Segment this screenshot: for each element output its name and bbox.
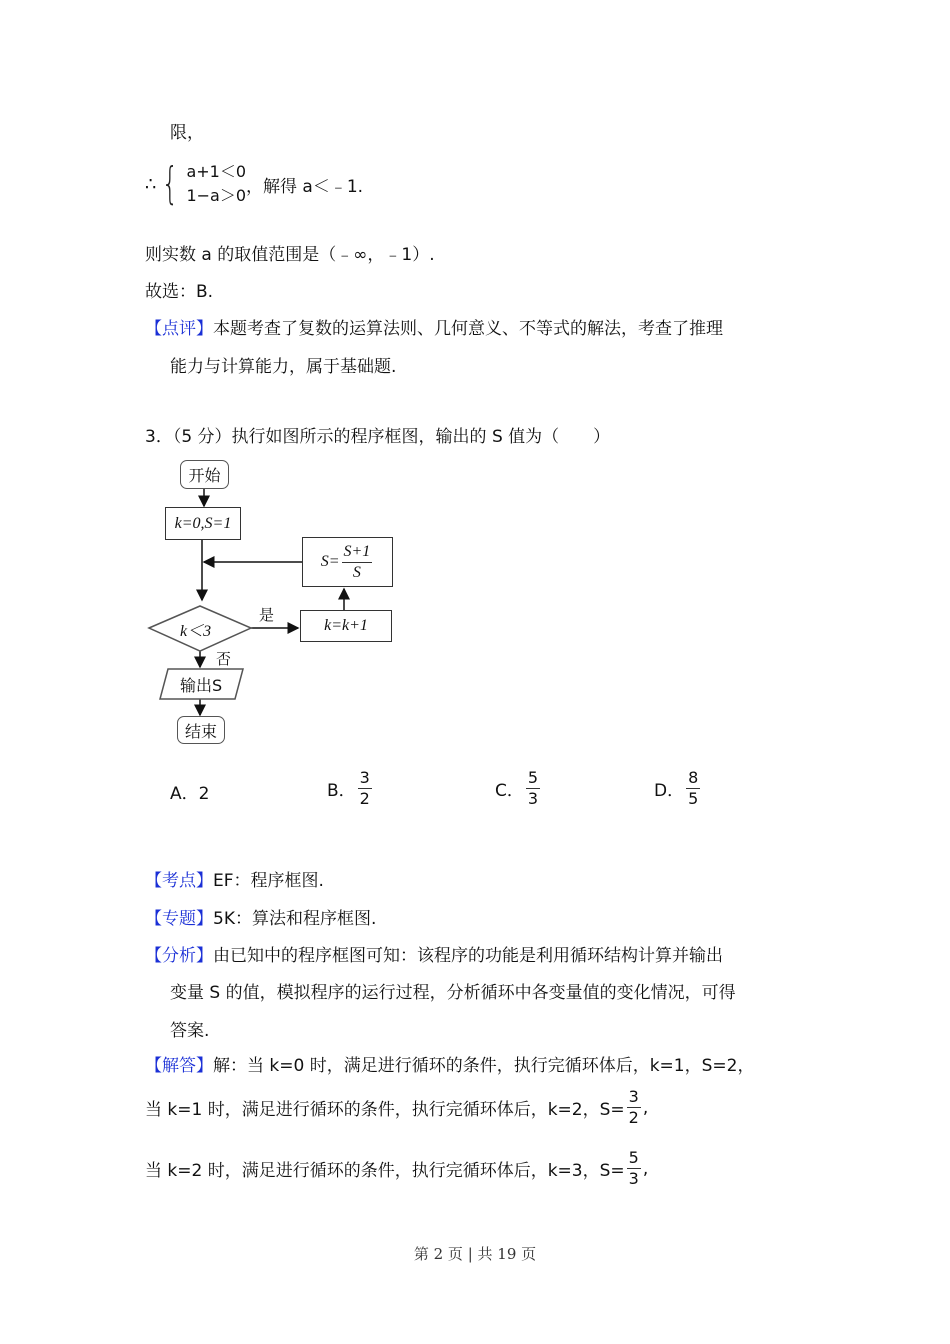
update-s-numerator: S+1 xyxy=(342,544,373,563)
option-b-fraction xyxy=(358,770,372,807)
zhuanti-line xyxy=(145,904,376,929)
option-a-value: 2 xyxy=(198,784,210,804)
zhuanti-text: 5K：算法和程序框图. xyxy=(213,909,377,929)
yes-label: 是 xyxy=(259,606,275,624)
jieda-fraction-3-numerator: 5 xyxy=(628,1148,639,1167)
inequality-2: 1−a＞0 xyxy=(186,186,247,205)
fenxi-line-3: 答案. xyxy=(170,1021,210,1041)
fenxi-text-1: 由已知中的程序框图可知：该程序的功能是利用循环结构计算并输出 xyxy=(213,946,723,966)
option-d-denominator: 5 xyxy=(688,789,699,808)
option-b-letter: B． xyxy=(327,781,356,801)
option-d-numerator: 8 xyxy=(688,768,699,787)
solve-text: ，解得 a＜﹣1. xyxy=(246,176,364,197)
jieda-fraction-3-denominator: 3 xyxy=(628,1169,639,1188)
kaodian-text: EF：程序框图. xyxy=(213,871,324,891)
jieda-line-2 xyxy=(145,1089,648,1126)
jieda-fraction-2-denominator: 2 xyxy=(628,1108,639,1127)
option-b-numerator: 3 xyxy=(359,768,370,787)
range-text: 则实数 a 的取值范围是（﹣∞，﹣1）. xyxy=(145,245,435,265)
jieda-text-2: 当 k=1 时，满足进行循环的条件，执行完循环体后，k=2，S= xyxy=(145,1100,625,1120)
comma: , xyxy=(642,1158,649,1179)
option-c-denominator: 3 xyxy=(527,789,539,808)
fenxi-label: 【分析】 xyxy=(145,946,213,966)
question-stem: 3．（5 分）执行如图所示的程序框图，输出的 S 值为（ ） xyxy=(145,427,611,447)
option-d-letter: D． xyxy=(654,781,685,801)
output-text: 输出S xyxy=(180,676,223,695)
therefore-symbol: ∴ xyxy=(145,173,157,195)
flowchart-init xyxy=(165,507,241,540)
jieda-label: 【解答】 xyxy=(145,1056,213,1076)
jieda-fraction-2 xyxy=(627,1089,641,1126)
jieda-fraction-2-numerator: 3 xyxy=(628,1087,639,1106)
review-label: 【点评】 xyxy=(145,319,213,339)
answer-choice: 故选：B. xyxy=(145,282,214,302)
option-a-letter: A． xyxy=(170,784,199,804)
flowchart-start: 开始 xyxy=(180,460,229,489)
flowchart-update-s xyxy=(302,537,393,587)
jieda-text-3: 当 k=2 时，满足进行循环的条件，执行完循环体后，k=3，S= xyxy=(145,1161,625,1181)
kaodian-label: 【考点】 xyxy=(145,871,213,891)
option-a[interactable] xyxy=(170,779,209,804)
option-b[interactable] xyxy=(327,770,374,807)
zhuanti-label: 【专题】 xyxy=(145,909,213,929)
condition-text: k＜3 xyxy=(180,623,212,640)
inequality-1: a+1＜0 xyxy=(186,162,247,181)
continued-text: 限， xyxy=(170,123,204,143)
option-c-numerator: 5 xyxy=(527,768,539,787)
flowchart-end: 结束 xyxy=(177,716,225,744)
fenxi-line-1 xyxy=(145,941,723,966)
option-c-fraction xyxy=(526,770,540,807)
jieda-line-1 xyxy=(145,1051,754,1076)
flowchart-increment xyxy=(300,610,392,642)
option-d-fraction xyxy=(686,770,700,807)
option-d[interactable] xyxy=(654,770,702,807)
jieda-line-3 xyxy=(145,1150,648,1187)
option-c[interactable] xyxy=(495,770,542,807)
update-s-fraction xyxy=(342,544,373,581)
jieda-fraction-3 xyxy=(627,1150,641,1187)
left-brace-icon: { xyxy=(162,158,179,209)
init-text: k=0,S=1 xyxy=(174,514,232,532)
option-b-denominator: 2 xyxy=(359,789,370,808)
fenxi-line-2: 变量 S 的值，模拟程序的运行过程，分析循环中各变量值的变化情况，可得 xyxy=(170,983,736,1003)
page-footer: 第 2 页 | 共 19 页 xyxy=(413,1245,537,1263)
kaodian-line xyxy=(145,866,324,891)
comma: , xyxy=(642,1097,649,1118)
jieda-text-1: 解：当 k=0 时，满足进行循环的条件，执行完循环体后，k=1，S=2， xyxy=(213,1056,755,1076)
review-line-2: 能力与计算能力，属于基础题. xyxy=(170,357,397,377)
increment-text: k=k+1 xyxy=(324,617,368,634)
option-c-letter: C． xyxy=(495,781,524,801)
review-text: 本题考查了复数的运算法则、几何意义、不等式的解法，考查了推理 xyxy=(213,319,723,339)
update-s-lhs: S= xyxy=(320,553,340,570)
update-s-denominator: S xyxy=(352,563,361,581)
no-label: 否 xyxy=(216,650,232,668)
